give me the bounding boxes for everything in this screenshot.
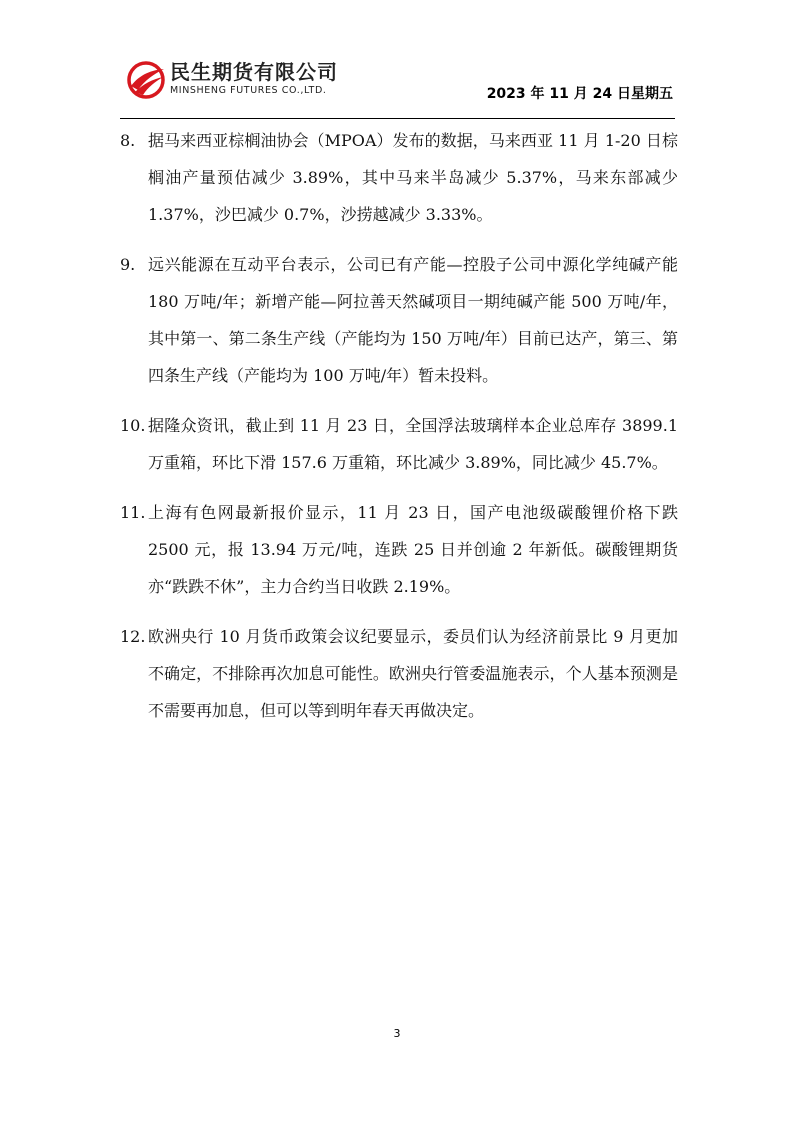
item-text: 欧洲央行 10 月货币政策会议纪要显示，委员们认为经济前景比 9 月更加不确定，不排除再次加息可能性。欧洲央行管委温施表示，个人基本预测是不需要再加息，但可以等到明年春天再做决定。 xyxy=(148,627,678,720)
page-header xyxy=(120,50,675,120)
news-item-12 xyxy=(120,618,678,729)
item-number: 10. xyxy=(120,416,146,435)
header-divider xyxy=(120,118,675,119)
report-date: 2023 年 11 月 24 日星期五 xyxy=(486,86,673,102)
company-name-en: MINSHENG FUTURES CO.,LTD. xyxy=(170,85,327,96)
news-item-9 xyxy=(120,246,678,394)
item-number: 12. xyxy=(120,627,146,646)
item-text: 远兴能源在互动平台表示，公司已有产能—控股子公司中源化学纯碱产能 180 万吨/年；新增产能—阿拉善天然碱项目一期纯碱产能 500 万吨/年，其中第一、第二条生产线（产能均为 150 万吨/年）目前已达产，第三、第四条生产线（产能均为 100 万吨/年）暂未投料。 xyxy=(148,255,678,385)
item-text: 据隆众资讯，截止到 11 月 23 日，全国浮法玻璃样本企业总库存 3899.1 万重箱，环比下滑 157.6 万重箱，环比减少 3.89%，同比减少 45.7%。 xyxy=(148,416,678,472)
company-name-cn: 民生期货有限公司 xyxy=(170,60,338,84)
item-number: 9. xyxy=(120,255,136,274)
item-text: 上海有色网最新报价显示，11 月 23 日，国产电池级碳酸锂价格下跌 2500 元，报 13.94 万元/吨，连跌 25 日并创逾 2 年新低。碳酸锂期货亦“跌跌不休”，主力合约当日收跌 2.19%。 xyxy=(148,503,678,596)
minsheng-logo-icon xyxy=(126,60,166,100)
item-number: 8. xyxy=(120,131,136,150)
news-item-8 xyxy=(120,122,678,233)
news-item-11 xyxy=(120,494,678,605)
news-list xyxy=(120,122,678,742)
news-item-10 xyxy=(120,407,678,481)
company-logo xyxy=(120,54,370,102)
item-number: 11. xyxy=(120,503,146,522)
page-number: 3 xyxy=(393,1027,401,1040)
item-text: 据马来西亚棕榈油协会（MPOA）发布的数据，马来西亚 11 月 1-20 日棕榈油产量预估减少 3.89%，其中马来半岛减少 5.37%，马来东部减少 1.37%，沙巴减少 0.7%，沙捞越减少 3.33%。 xyxy=(148,131,678,224)
